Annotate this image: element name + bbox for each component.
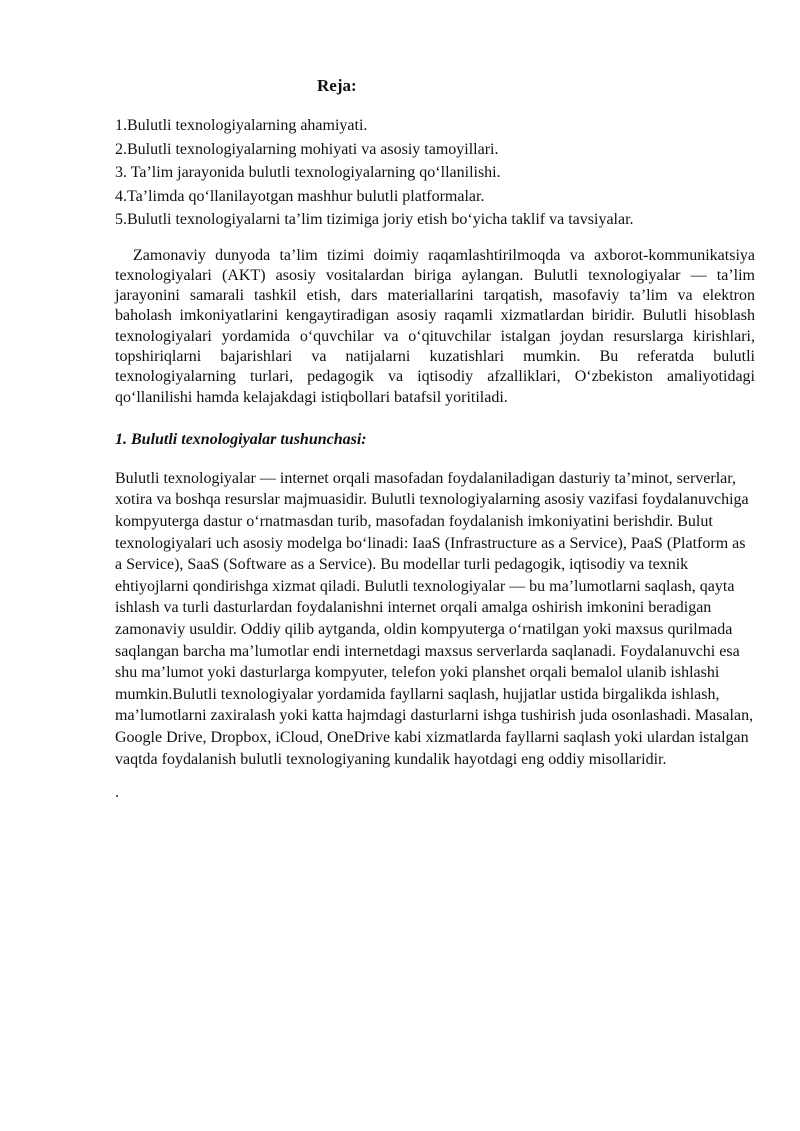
plan-item-5: 5.Bulutli texnologiyalarni ta’lim tizimiga joriy etish bo‘yicha taklif va tavsiyalar. — [115, 211, 634, 228]
plan-item-1: 1.Bulutli texnologiyalarning ahamiyati. — [115, 117, 368, 134]
intro-paragraph: Zamonaviy dunyoda ta’lim tizimi doimiy raqamlashtirilmoqda va axborot-kommunikatsiya texnologiyalari (AKT) asosiy vositalardan biriga aylangan. Bulutli texnologiyalar — ta’lim jarayonini samarali tashkil etish, dars materiallarini tarqatish, masofaviy ta’lim va elektron baholash imkoniyatlarini kengaytiradigan asosiy raqamli xizmatlardan biridir. Bulutli hisoblash texnologiyalari yordamida o‘quvchilar va o‘qituvchilar istalgan joydan resurslarga kirishlari, topshiriqlarni bajarishlari va natijalarni kuzatishlari mumkin. Bu referatda bulutli texnologiyalarning turlari, pedagogik va iqtisodiy afzalliklari, O‘zbekiston amaliyotidagi qo‘llanilishi hamda kelajakdagi istiqbollari batafsil yoritiladi. — [115, 246, 755, 406]
trailing-mark: . — [115, 784, 119, 802]
plan-list — [115, 114, 755, 232]
plan-item-2: 2.Bulutli texnologiyalarning mohiyati va asosiy tamoyillari. — [115, 140, 499, 158]
plan-item-4: 4.Ta’limda qo‘llanilayotgan mashhur bulutli platformalar. — [115, 187, 485, 205]
plan-item-3: 3. Ta’lim jarayonida bulutli texnologiyalarning qo‘llanilishi. — [115, 164, 501, 181]
section-heading: 1. Bulutli texnologiyalar tushunchasi: — [115, 430, 367, 448]
document-page — [115, 72, 755, 804]
plan-title: Reja: — [317, 76, 357, 95]
section-body-paragraph: Bulutli texnologiyalar — internet orqali masofadan foydalaniladigan dasturiy ta’minot, serverlar, xotira va boshqa resurslar majmuasidir. Bulutli texnologiyalarning asosiy vazifasi foydalanuvchiga kompyuterga dastur o‘rnatmasdan turib, masofadan foydalanish imkoniyatini berishdir. Bulut texnologiyalari uch asosiy modelga bo‘linadi: IaaS (Infrastructure as a Service), PaaS (Platform as a Service), SaaS (Software as a Service). Bu modellar turli pedagogik, iqtisodiy va texnik ehtiyojlarni qondirishga xizmat qiladi. Bulutli texnologiyalar — bu ma’lumotlarni saqlash, qayta ishlash va turli dasturlardan foydalanishni internet orqali amalga oshirish imkonini beradigan zamonaviy usuldir. Oddiy qilib aytganda, oldin kompyuterga o‘rnatilgan yoki maxsus qurilmada saqlangan barcha ma’lumotlar endi internetdagi maxsus serverlarda saqlanadi. Foydalanuvchi esa shu ma’lumot yoki dasturlarga kompyuter, telefon yoki planshet orqali bemalol ulanib ishlashi mumkin.Bulutli texnologiyalar yordamida fayllarni saqlash, hujjatlar ustida birgalikda ishlash, ma’lumotlarni zaxiralash yoki katta hajmdagi dasturlarni ishga tushirish juda osonlashadi. Masalan, Google Drive, Dropbox, iCloud, OneDrive kabi xizmatlarda fayllarni saqlash yoki ulardan istalgan vaqtda foydalanish bulutli texnologiyaning kundalik hayotdagi eng oddiy misollaridir. — [115, 469, 754, 768]
